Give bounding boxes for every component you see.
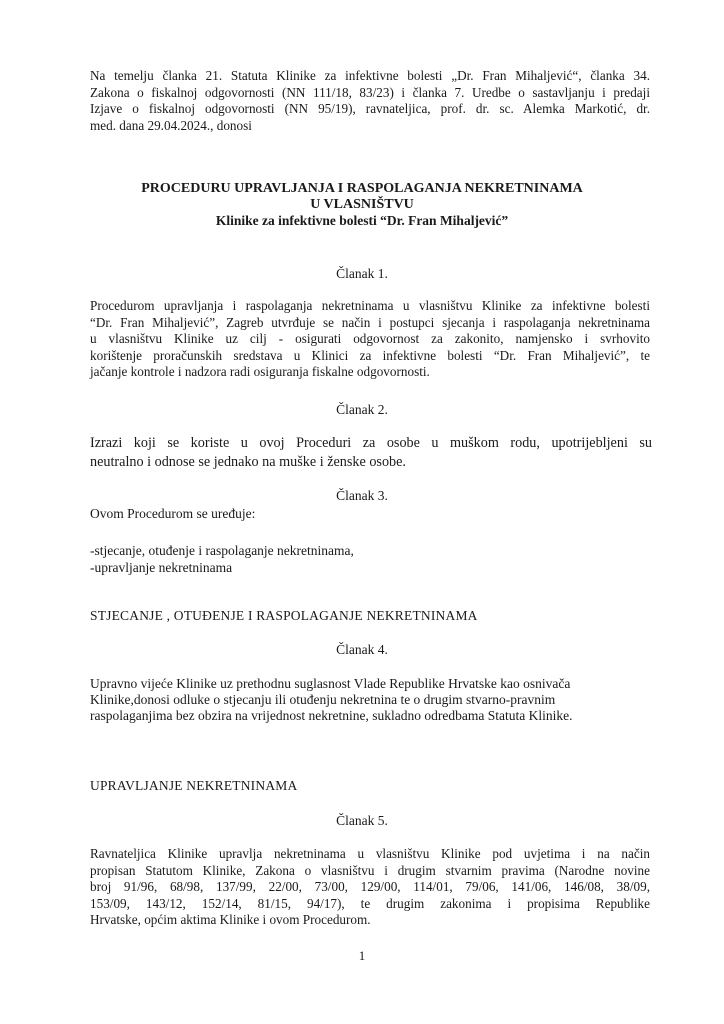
article-4-line: Klinike,donosi odluke o stjecanju ili otuđenju nekretnina te o drugim stvarno-pravnim xyxy=(90,692,556,707)
article-5-heading: Članak 5. xyxy=(336,813,388,828)
article-4-paragraph xyxy=(90,676,650,724)
document-title xyxy=(0,181,724,229)
article-3-heading: Članak 3. xyxy=(336,488,388,503)
article-1-line: korištenje proračunskih sredstava u Klinici za infektivne bolesti “Dr. Fran Mihaljević”, te xyxy=(90,347,650,363)
article-1-line: u vlasništvu Klinike uz cilj - osigurati odgovornost za zakonito, namjensko i svrhovito xyxy=(90,331,650,346)
article-1-paragraph xyxy=(90,298,650,381)
article-2-line: neutralno i odnose se jednako na muške i ženske osobe. xyxy=(90,453,406,470)
article-5-line: broj 91/96, 68/98, 137/99, 22/00, 73/00, 129/00, 114/01, 79/06, 141/06, 146/08, 38/09, xyxy=(90,879,650,894)
article-1-line: “Dr. Fran Mihaljević”, Zagreb utvrđuje se način i postupci sjecanja i raspolaganja nekretninama xyxy=(90,314,650,330)
article-5-line: Ravnateljica Klinike upravlja nekretninama u vlasništvu Klinike pod uvjetima i na način xyxy=(90,846,650,861)
article-2-line: Izrazi koji se koriste u ovoj Proceduri za osobe u muškom rodu, upotrijebljeni su xyxy=(90,435,652,451)
intro-line: Zakona o fiskalnoj odgovornosti (NN 111/18, 83/23) i članka 7. Uredbe o sastavljanju i predaji xyxy=(90,84,650,100)
section-heading-acquisition: STJECANJE , OTUĐENJE I RASPOLAGANJE NEKRETNINAMA xyxy=(90,608,478,623)
article-3-item: -upravljanje nekretninama xyxy=(90,560,233,575)
page-number: 1 xyxy=(358,948,366,963)
article-3-intro: Ovom Procedurom se uređuje: xyxy=(90,506,256,521)
title-line-1: PROCEDURU UPRAVLJANJA I RASPOLAGANJA NEKRETNINAMA xyxy=(141,181,583,196)
article-5-line: 153/09, 143/12, 152/14, 81/15, 94/17), te drugim zakonima i propisima Republike xyxy=(90,895,650,911)
article-4-line: raspolaganjima bez obzira na vrijednost nekretnine, sukladno odredbama Statuta Klinike. xyxy=(90,708,573,723)
article-1-line: Procedurom upravljanja i raspolaganja nekretninama u vlasništvu Klinike za infektivne bolesti xyxy=(90,298,650,313)
article-2-heading: Članak 2. xyxy=(336,402,388,417)
article-1-line: jačanje kontrole i nadzora radi osiguranja fiskalne odgovornosti. xyxy=(90,364,430,379)
article-5-line: propisan Statutom Klinike, Zakona o vlasništvu i drugim stvarnim pravima (Narodne novine xyxy=(90,862,650,878)
article-5-line: Hrvatske, općim aktima Klinike i ovom Procedurom. xyxy=(90,912,371,927)
intro-line: med. dana 29.04.2024., donosi xyxy=(90,117,252,133)
title-line-2: U VLASNIŠTVU xyxy=(310,197,414,212)
intro-line: Na temelju članka 21. Statuta Klinike za infektivne bolesti „Dr. Fran Mihaljević“, članka 34. xyxy=(90,68,650,83)
article-1-heading: Članak 1. xyxy=(336,266,388,281)
article-4-line: Upravno vijeće Klinike uz prethodnu suglasnost Vlade Republike Hrvatske kao osnivača xyxy=(90,676,571,691)
section-heading-management: UPRAVLJANJE NEKRETNINAMA xyxy=(90,778,298,793)
article-3-item: -stjecanje, otuđenje i raspolaganje nekretninama, xyxy=(90,543,354,558)
intro-paragraph xyxy=(90,68,650,134)
article-2-paragraph xyxy=(90,434,652,471)
article-4-heading: Članak 4. xyxy=(336,642,388,657)
title-line-3: Klinike za infektivne bolesti “Dr. Fran Mihaljević” xyxy=(215,213,509,228)
intro-line: Izjave o fiskalnoj odgovornosti (NN 95/19), ravnateljica, prof. dr. sc. Alemka Markotić, dr. xyxy=(90,101,650,116)
article-5-paragraph xyxy=(90,846,650,929)
